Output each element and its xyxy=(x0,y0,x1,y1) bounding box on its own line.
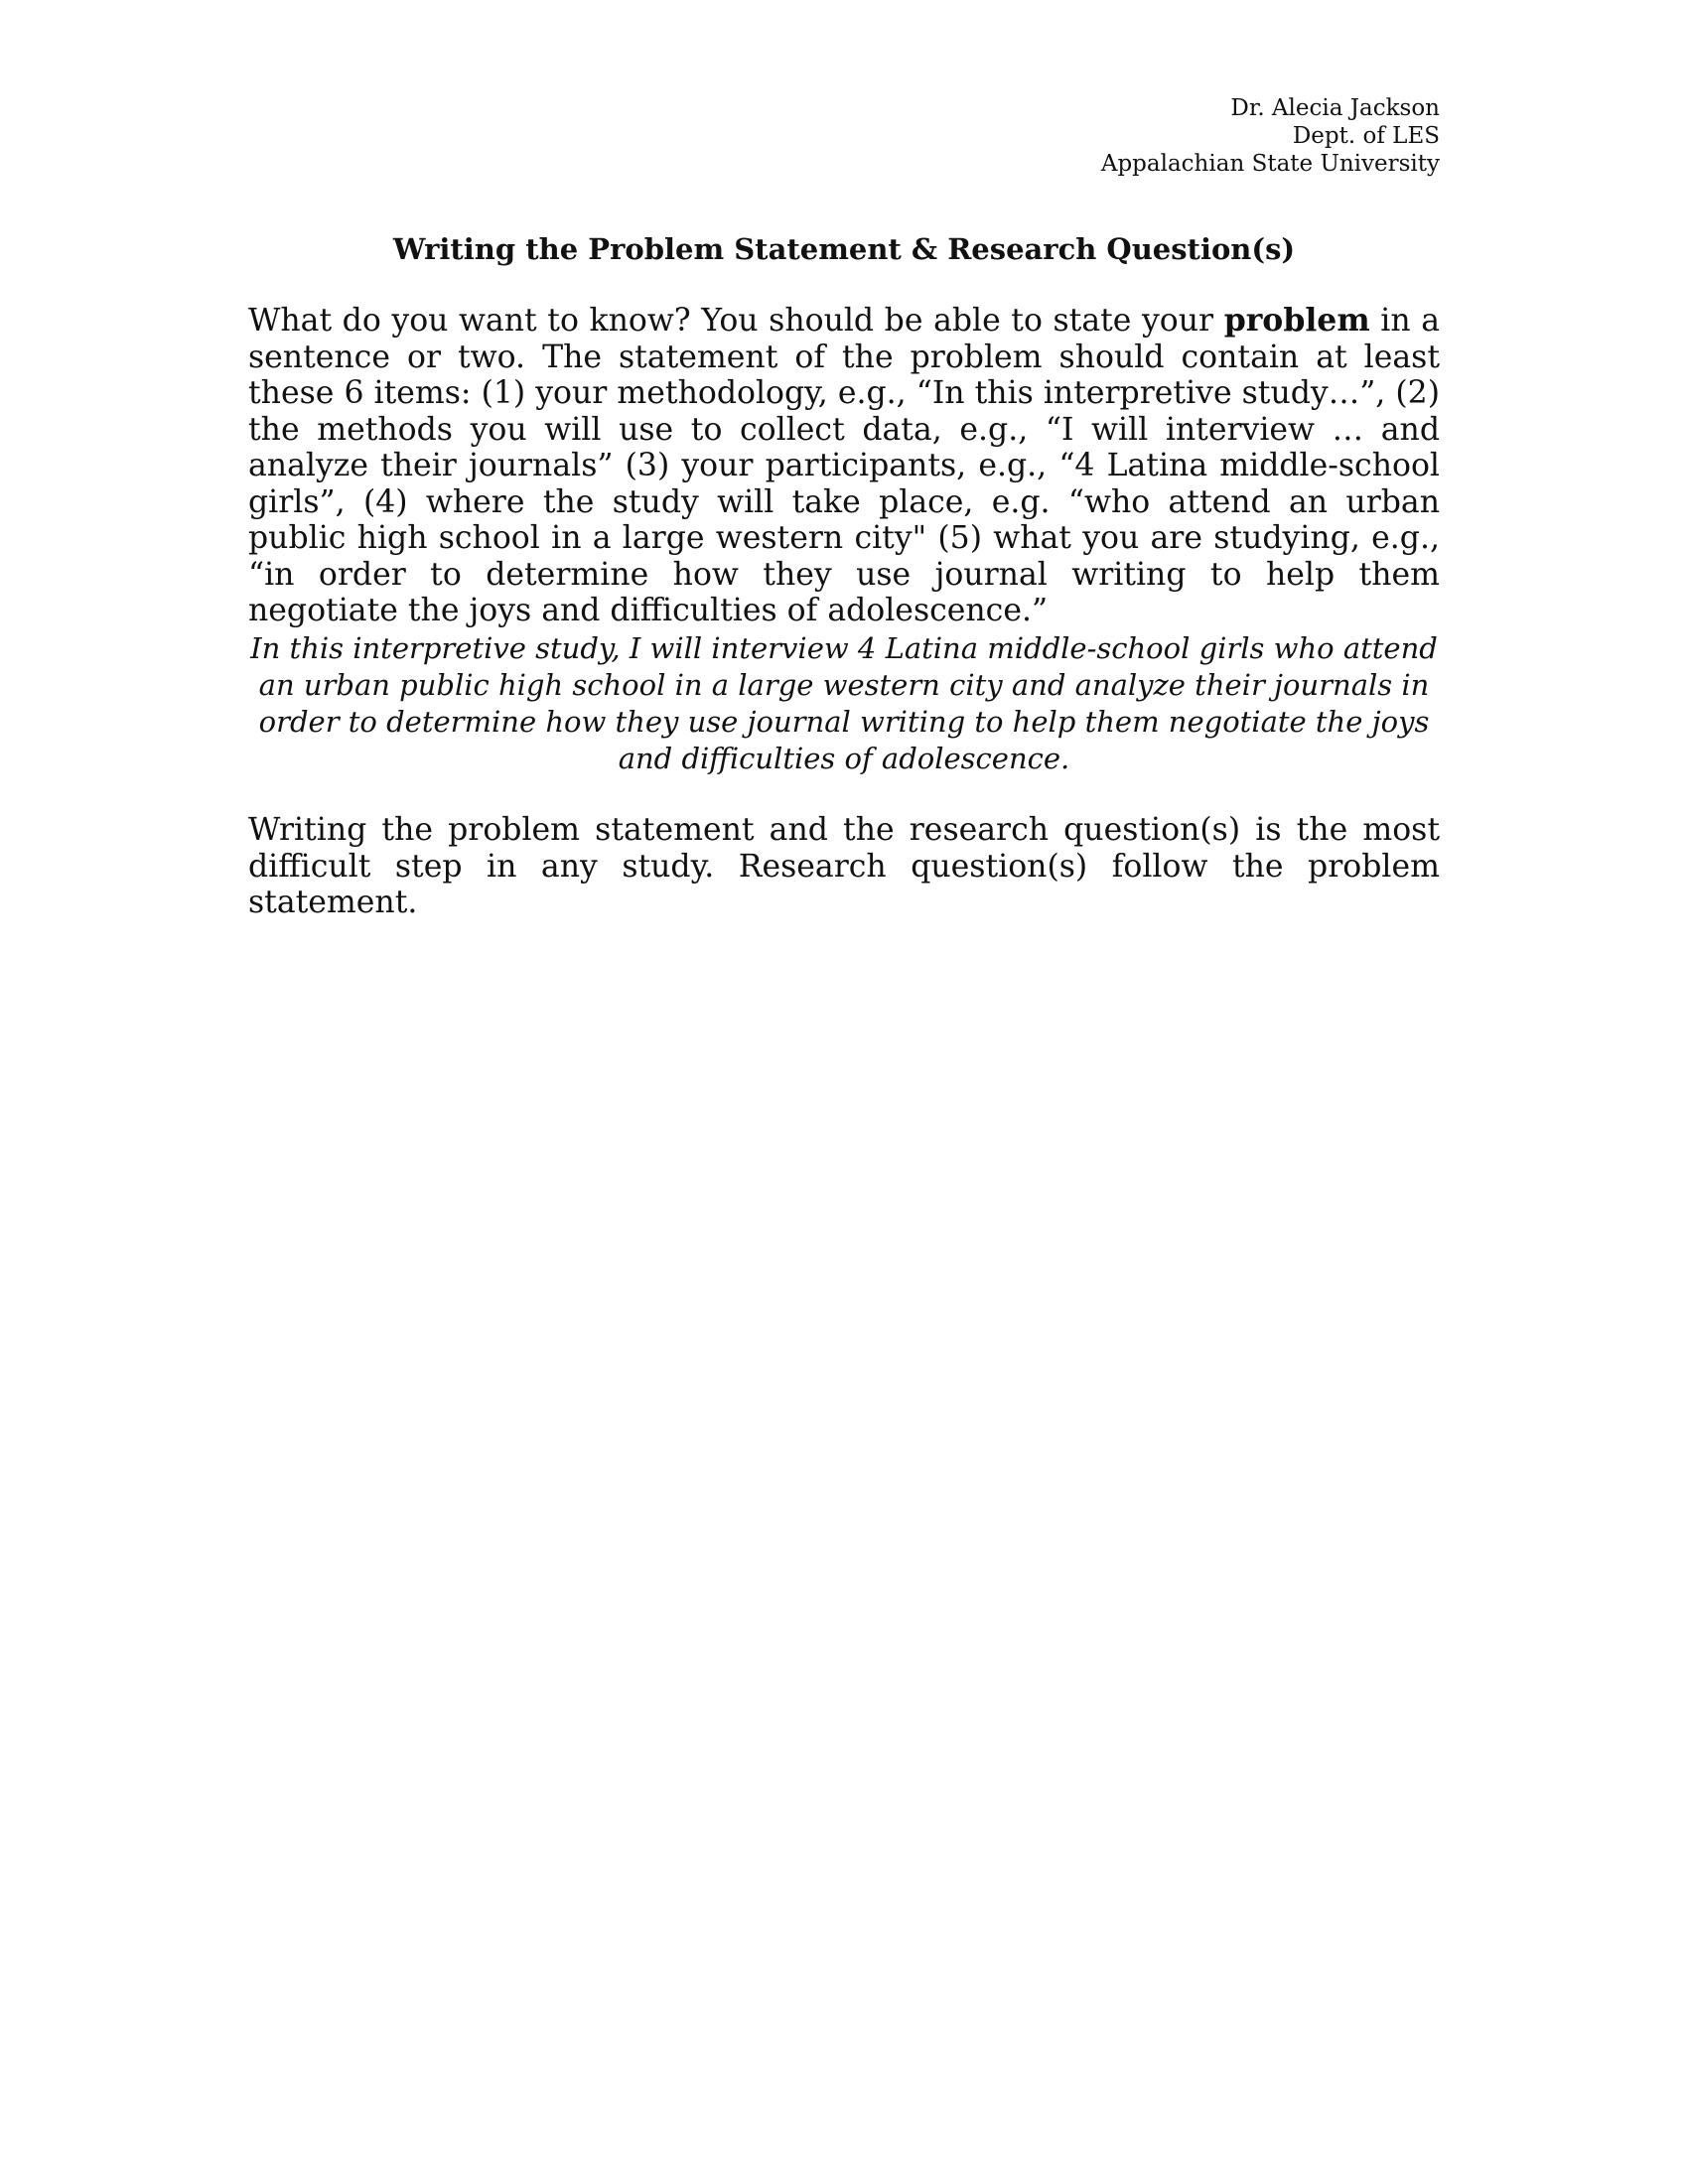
document-title: Writing the Problem Statement & Research Question(s) xyxy=(392,232,1296,266)
author-header xyxy=(1101,94,1440,178)
intro-text-end: in a sentence or two. The statement of the problem should contain at least these 6 items: (1) your methodology, e.g., “In this interpretive study…”, (2) the methods you will use to collect data, e.g., “I will interview … and analyze their journals” (3) your participants, e.g., “4 Latina middle-school girls”, (4) where the study will take place, e.g. “who attend an urban public high school in a large western city" (5) what you are studying, e.g., “in order to determine how they use journal writing to help them negotiate the joys and difficulties of adolescence.” xyxy=(248,303,1440,628)
intro-text-start: What do you want to know? You should be able to state your xyxy=(248,303,1224,339)
author-name: Dr. Alecia Jackson xyxy=(1230,95,1440,121)
department-name: Dept. of LES xyxy=(1292,123,1440,149)
closing-paragraph: Writing the problem statement and the research question(s) is the most difficult step in any study. Research question(s) follow the problem statement. xyxy=(248,812,1440,920)
example-problem-statement: In this interpretive study, I will interview 4 Latina middle-school girls who attend an urban public high school in a large western city and analyze their journals in order to determine how they use journal writing to help them negotiate the joys and difficulties of adolescence. xyxy=(250,631,1438,775)
intro-paragraph xyxy=(248,303,1440,629)
institution-name: Appalachian State University xyxy=(1100,151,1440,177)
problem-emphasis: problem xyxy=(1223,302,1370,339)
